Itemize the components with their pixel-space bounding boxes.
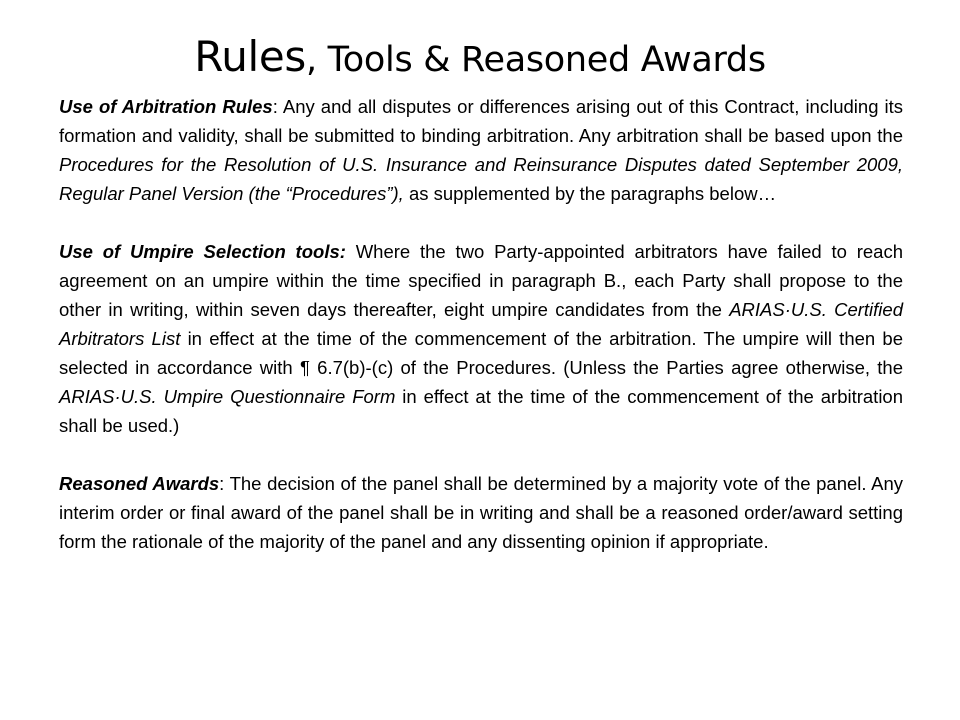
paragraph-text: in effect at the time of the commencement of the arbitration. The umpire will then be selected in accordance with ¶ 6.7(b)-(c) of the Procedures. (Unless the Parties agree otherwise, the [59,328,903,378]
paragraph-heading: Use of Arbitration Rules [59,96,273,117]
paragraph-text: Any and all disputes or differences arising out of this Contract, including its formation and validity, shall be submitted to binding arbitration. Any arbitration shall be based upon the [59,96,904,146]
heading-separator: : [272,96,283,117]
slide-title-rest: , Tools & Reasoned Awards [306,40,766,80]
paragraph-arbitration-rules [59,92,903,208]
procedures-reference: Procedures for the Resolution of U.S. Insurance and Reinsurance Disputes dated September 2009, Regular Panel Version (the “Procedures”), [59,154,903,204]
questionnaire-form-reference: ARIAS·U.S. Umpire Questionnaire Form [59,386,396,407]
paragraph-heading: Use of Umpire Selection tools: [59,241,346,262]
paragraph-text: The decision of the panel shall be determined by a majority vote of the panel. Any interim order or final award of the panel shall be in writing and shall be a reasoned order/award setting form the rationale of the majority of the panel and any dissenting opinion if appropriate. [59,473,903,552]
paragraph-text: Where the two Party-appointed arbitrators have failed to reach agreement on an umpire within the time specified in paragraph B., each Party shall propose to the other in writing, within seven days thereafter, eight umpire candidates from the [59,241,903,320]
paragraph-umpire-selection [59,237,903,440]
slide-title-first-word: Rules [194,32,307,81]
paragraph-text: in effect at the time of the commencement of the arbitration shall be used.) [59,386,904,436]
paragraph-heading: Reasoned Awards [59,473,220,494]
slide-title [0,34,960,83]
paragraph-reasoned-awards [59,469,903,556]
arbitrators-list-reference: ARIAS·U.S. Certified Arbitrators List [59,299,903,349]
slide-body [59,92,903,585]
paragraph-text: as supplemented by the paragraphs below… [403,183,777,204]
heading-separator: : [219,473,230,494]
